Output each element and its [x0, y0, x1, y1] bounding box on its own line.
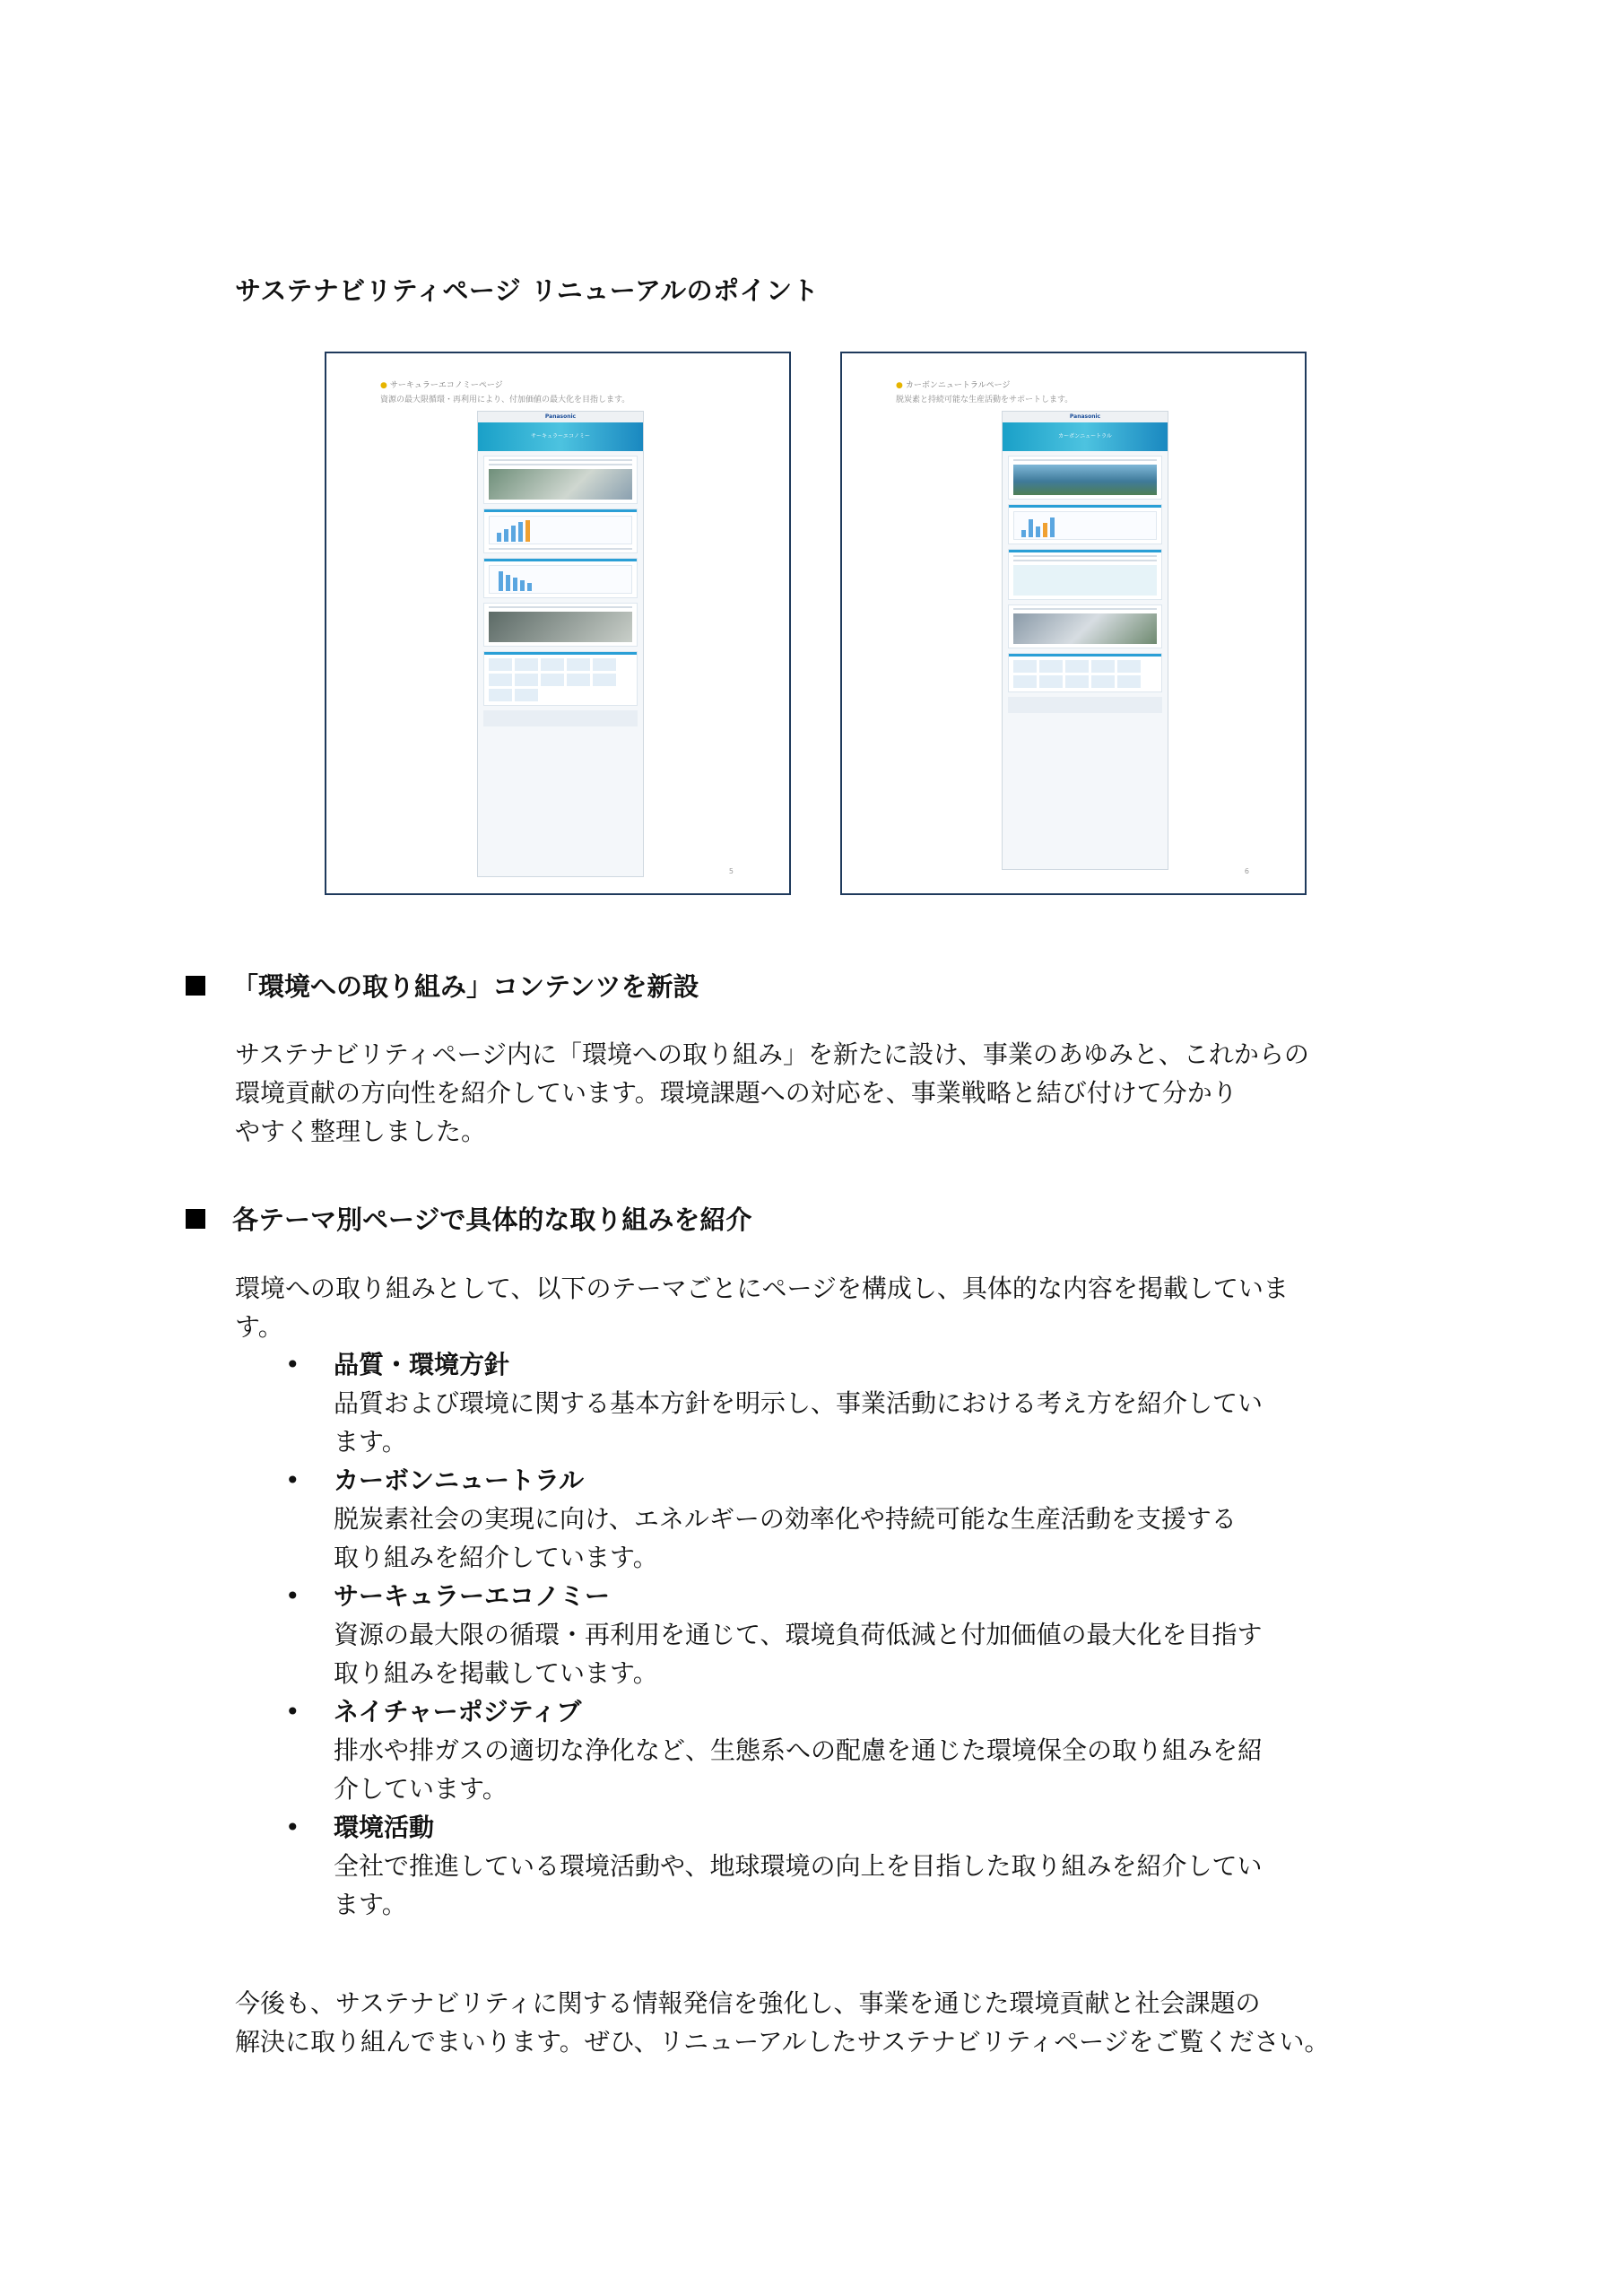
list-item: • 品質・環境方針 品質および環境に関する基本方針を明示し、事業活動における考え方を紹介してい ます。: [235, 1345, 1401, 1461]
mini-card: [483, 651, 638, 706]
list-item: • 環境活動 全社で推進している環境活動や、地球環境の向上を目指した取り組みを紹介してい ます。: [235, 1808, 1401, 1924]
list-item: • ネイチャーポジティブ 排水や排ガスの適切な浄化など、生態系への配慮を通じた環境保全の取り組みを紹 介しています。: [235, 1692, 1401, 1808]
chart-thumbnail: [489, 565, 632, 594]
screenshot-subcaption: 脱炭素と持続可能な生産活動をサポートします。: [896, 396, 1073, 404]
bullet-icon: •: [285, 1697, 300, 1726]
hero-banner: サーキュラーエコノミー: [478, 422, 643, 451]
photo-placeholder: [1013, 465, 1157, 495]
chart-thumbnail: [489, 516, 632, 544]
diagram-placeholder: [1013, 565, 1157, 596]
page-number: 5: [728, 867, 734, 875]
screenshot-circular-economy: [325, 352, 791, 895]
brand-logo: Panasonic: [1003, 412, 1168, 422]
mini-card: [483, 456, 638, 504]
hero-banner: カーボンニュートラル: [1003, 422, 1168, 451]
mini-card: [1008, 549, 1162, 600]
section1-paragraph: サステナビリティページ内に「環境への取り組み」を新たに設け、事業のあゆみと、これからの 環境貢献の方向性を紹介しています。環境課題への対応を、事業戦略と結び付けて分かり やすく整理しました。: [235, 1039, 1309, 1146]
theme-list: [235, 1345, 1401, 1924]
chart-thumbnail: [1013, 511, 1157, 540]
screenshot-caption: ● サーキュラーエコノミーページ: [380, 381, 503, 390]
section2-intro: 環境への取り組みとして、以下のテーマごとにページを構成し、具体的な内容を掲載していま す。: [235, 1274, 1289, 1342]
section-heading-new-content: 「環境への取り組み」コンテンツを新設: [186, 967, 699, 1004]
mini-card: [1008, 504, 1162, 544]
closing-paragraph: 今後も、サステナビリティに関する情報発信を強化し、事業を通じた環境貢献と社会課題の 解決に取り組んでまいります。ぜひ、リニューアルしたサステナビリティページをご覧ください。: [235, 1988, 1330, 2057]
mini-webpage: [1002, 411, 1168, 870]
mini-card: [1008, 604, 1162, 648]
mini-footer: [483, 710, 638, 726]
bullet-icon: •: [285, 1465, 300, 1495]
bullet-dot-icon: ●: [380, 381, 387, 390]
photo-placeholder: [1013, 613, 1157, 644]
photo-placeholder: [489, 469, 632, 500]
bullet-icon: •: [285, 1350, 300, 1379]
screenshot-subcaption: 資源の最大限循環・再利用により、付加価値の最大化を目指します。: [380, 396, 630, 404]
mini-card: [483, 603, 638, 647]
page-number: 6: [1244, 867, 1249, 875]
bullet-icon: •: [285, 1813, 300, 1842]
page-title: サステナビリティページ リニューアルのポイント: [235, 275, 820, 306]
bullet-dot-icon: ●: [896, 381, 903, 390]
brand-logo: Panasonic: [478, 412, 643, 422]
square-bullet-icon: [186, 976, 205, 996]
mini-webpage: [477, 411, 644, 877]
mini-card: [1008, 456, 1162, 500]
mini-card: [483, 558, 638, 598]
bullet-icon: •: [285, 1581, 300, 1611]
screenshot-carbon-neutral: [840, 352, 1307, 895]
square-bullet-icon: [186, 1209, 205, 1229]
list-item: • カーボンニュートラル 脱炭素社会の実現に向け、エネルギーの効率化や持続可能な生産活動を支援する 取り組みを紹介しています。: [235, 1461, 1401, 1577]
screenshot-caption: ● カーボンニュートラルページ: [896, 381, 1011, 390]
photo-placeholder: [489, 612, 632, 642]
list-item: • サーキュラーエコノミー 資源の最大限の循環・再利用を通じて、環境負荷低減と付加価値の最大化を目指す 取り組みを掲載しています。: [235, 1577, 1401, 1692]
mini-card: [483, 509, 638, 553]
mini-card: [1008, 653, 1162, 692]
section-heading-theme-pages: 各テーマ別ページで具体的な取り組みを紹介: [186, 1200, 751, 1237]
mini-footer: [1008, 697, 1162, 713]
